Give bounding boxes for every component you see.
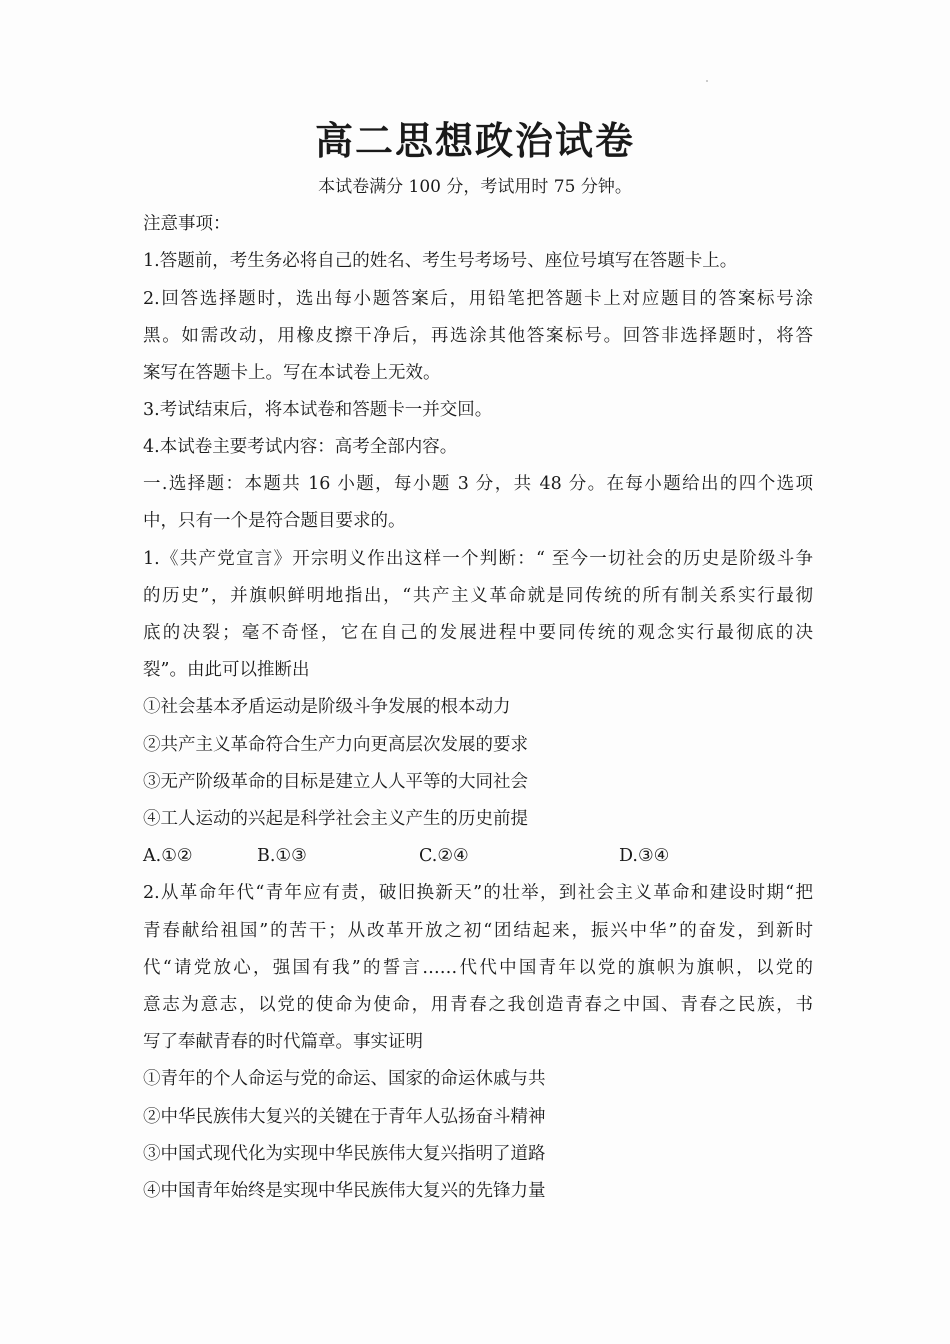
section-1-line-1: 一.选择题：本题共 16 小题，每小题 3 分，共 48 分。在每小题给出的四个选项 (143, 474, 813, 494)
question-1-statement-3: ③无产阶级革命的目标是建立人人平等的大同社会 (143, 772, 528, 792)
exam-info: 本试卷满分 100 分，考试用时 75 分钟。 (318, 177, 632, 197)
question-1-statement-4: ④工人运动的兴起是科学社会主义产生的历史前提 (143, 809, 528, 829)
section-1-line-2: 中，只有一个是符合题目要求的。 (143, 511, 406, 531)
question-1-line-2: 的历史”，并旗帜鲜明地指出，“共产主义革命就是同传统的所有制关系实行最彻 (143, 586, 813, 606)
question-2-line-2: 青春献给祖国”的苦干；从改革开放之初“团结起来，振兴中华”的奋发，到新时 (143, 921, 813, 941)
notice-item-1: 1.答题前，考生务必将自己的姓名、考生号考场号、座位号填写在答题卡上。 (143, 251, 738, 271)
notice-item-4: 4.本试卷主要考试内容：高考全部内容。 (143, 437, 458, 457)
question-2-line-5: 写了奉献青春的时代篇章。事实证明 (143, 1032, 423, 1052)
question-1-line-3: 底的决裂；毫不奇怪，它在自己的发展进程中要同传统的观念实行最彻底的决 (143, 623, 813, 643)
scan-speck (706, 80, 708, 82)
question-1-statement-1: ①社会基本矛盾运动是阶级斗争发展的根本动力 (143, 697, 511, 717)
notice-item-3: 3.考试结束后，将本试卷和答题卡一并交回。 (143, 400, 493, 420)
notice-heading: 注意事项： (143, 214, 231, 234)
page-title: 高二思想政治试卷 (314, 118, 635, 163)
question-1-line-1: 1.《共产党宣言》开宗明义作出这样一个判断：“ 至今一切社会的历史是阶级斗争 (143, 549, 813, 569)
question-1-line-4: 裂”。由此可以推断出 (143, 660, 310, 680)
question-2-statement-4: ④中国青年始终是实现中华民族伟大复兴的先锋力量 (143, 1181, 546, 1201)
question-1-option-a: A.①② (143, 846, 193, 866)
question-1-option-b: B.①③ (257, 846, 307, 866)
question-2-line-4: 意志为意志，以党的使命为使命，用青春之我创造青春之中国、青春之民族，书 (143, 995, 813, 1015)
question-2-statement-1: ①青年的个人命运与党的命运、国家的命运休戚与共 (143, 1069, 546, 1089)
notice-item-2-line-2: 黑。如需改动，用橡皮擦干净后，再选涂其他答案标号。回答非选择题时，将答 (143, 326, 813, 346)
question-1-statement-2: ②共产主义革命符合生产力向更高层次发展的要求 (143, 735, 528, 755)
question-2-line-1: 2.从革命年代“青年应有责，破旧换新天”的壮举，到社会主义革命和建设时期“把 (143, 883, 813, 903)
question-2-statement-3: ③中国式现代化为实现中华民族伟大复兴指明了道路 (143, 1144, 546, 1164)
question-1-option-d: D.③④ (619, 846, 670, 866)
notice-item-2-line-1: 2.回答选择题时，选出每小题答案后，用铅笔把答题卡上对应题目的答案标号涂 (143, 289, 813, 309)
question-1-option-c: C.②④ (419, 846, 469, 866)
notice-item-2-line-3: 案写在答题卡上。写在本试卷上无效。 (143, 363, 441, 383)
question-2-statement-2: ②中华民族伟大复兴的关键在于青年人弘扬奋斗精神 (143, 1107, 546, 1127)
question-2-line-3: 代“请党放心，强国有我”的誓言……代代中国青年以党的旗帜为旗帜，以党的 (143, 958, 813, 978)
